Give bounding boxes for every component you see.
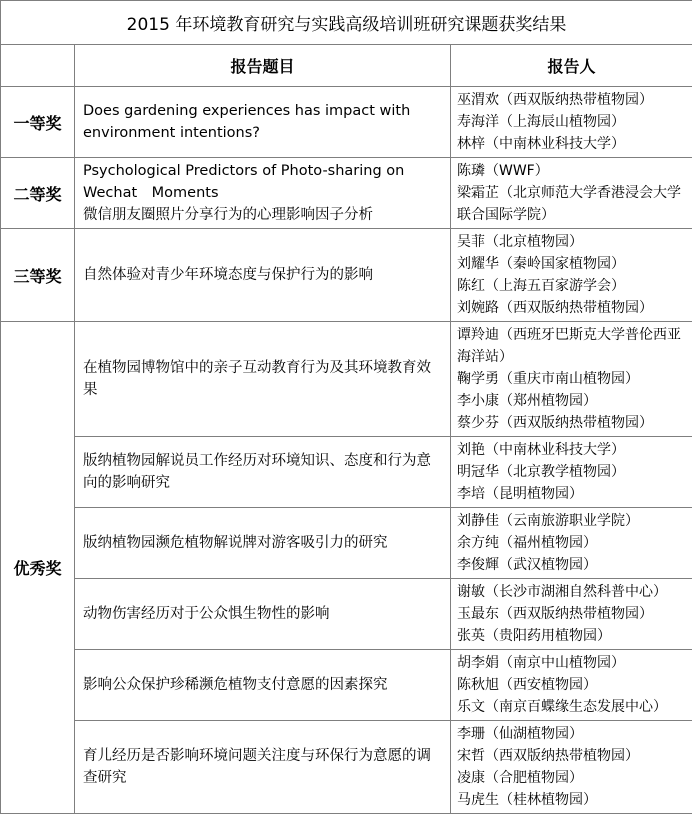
table-title: 2015 年环境教育研究与实践高级培训班研究课题获奖结果 (1, 1, 692, 45)
reporter-cell (451, 322, 692, 437)
table-row (1, 158, 692, 229)
reporter-name: 李俊輝（武汉植物园） (457, 554, 686, 576)
reporter-name: 蔡少芬（西双版纳热带植物园） (457, 412, 686, 434)
table-row (1, 87, 692, 158)
reporter-cell (451, 650, 692, 721)
header-reporter: 报告人 (451, 45, 692, 87)
topic-cell (75, 508, 451, 579)
topic-text: 版纳植物园濒危植物解说牌对游客吸引力的研究 (83, 532, 442, 554)
reporter-cell (451, 87, 692, 158)
award-label: 优秀奖 (1, 322, 75, 814)
table-row (1, 437, 692, 508)
reporter-name: 陈璘（WWF） (457, 160, 686, 182)
topic-cell (75, 579, 451, 650)
reporter-name: 宋哲（西双版纳热带植物园） (457, 745, 686, 767)
reporter-cell (451, 229, 692, 322)
reporter-cell (451, 437, 692, 508)
reporter-name: 玉最东（西双版纳热带植物园） (457, 603, 686, 625)
topic-cell (75, 650, 451, 721)
reporter-name: 陈红（上海五百家游学会） (457, 275, 686, 297)
table-row (1, 322, 692, 437)
reporter-name: 梁霜芷（北京师范大学香港浸会大学联合国际学院） (457, 182, 686, 226)
reporter-name: 李珊（仙湖植物园） (457, 723, 686, 745)
reporter-name: 刘婉路（西双版纳热带植物园） (457, 297, 686, 319)
reporter-name: 乐文（南京百蝶缘生态发展中心） (457, 696, 686, 718)
topic-text: 育儿经历是否影响环境问题关注度与环保行为意愿的调查研究 (83, 745, 442, 789)
topic-cell (75, 322, 451, 437)
reporter-name: 吴菲（北京植物园） (457, 231, 686, 253)
reporter-name: 陈秋旭（西安植物园） (457, 674, 686, 696)
topic-cell (75, 229, 451, 322)
topic-cell (75, 437, 451, 508)
award-label: 一等奖 (1, 87, 75, 158)
reporter-name: 凌康（合肥植物园） (457, 767, 686, 789)
topic-cell (75, 87, 451, 158)
reporter-name: 刘耀华（秦岭国家植物园） (457, 253, 686, 275)
topic-cell (75, 721, 451, 814)
reporter-name: 巫渭欢（西双版纳热带植物园） (457, 89, 686, 111)
reporter-name: 胡李娟（南京中山植物园） (457, 652, 686, 674)
reporter-name: 鞠学勇（重庆市南山植物园） (457, 368, 686, 390)
reporter-name: 寿海洋（上海辰山植物园） (457, 111, 686, 133)
reporter-name: 明冠华（北京教学植物园） (457, 461, 686, 483)
topic-text: 动物伤害经历对于公众惧生物性的影响 (83, 603, 442, 625)
reporter-cell (451, 721, 692, 814)
table-row (1, 721, 692, 814)
reporter-name: 刘艳（中南林业科技大学） (457, 439, 686, 461)
reporter-cell (451, 579, 692, 650)
reporter-name: 张英（贵阳药用植物园） (457, 625, 686, 647)
topic-cell (75, 158, 451, 229)
reporter-name: 谭羚迪（西班牙巴斯克大学普伦西亚海洋站） (457, 324, 686, 368)
topic-text: 影响公众保护珍稀濒危植物支付意愿的因素探究 (83, 674, 442, 696)
table-row (1, 508, 692, 579)
reporter-cell (451, 158, 692, 229)
reporter-name: 李培（昆明植物园） (457, 483, 686, 505)
reporter-name: 李小康（郑州植物园） (457, 390, 686, 412)
topic-text-zh: 微信朋友圈照片分享行为的心理影响因子分析 (83, 204, 442, 226)
reporter-name: 林梓（中南林业科技大学） (457, 133, 686, 155)
table-row (1, 229, 692, 322)
topic-text: 在植物园博物馆中的亲子互动教育行为及其环境教育效果 (83, 357, 442, 401)
reporter-name: 余方纯（福州植物园） (457, 532, 686, 554)
header-topic: 报告题目 (75, 45, 451, 87)
reporter-name: 马虎生（桂林植物园） (457, 789, 686, 811)
reporter-name: 刘静佳（云南旅游职业学院） (457, 510, 686, 532)
header-empty (1, 45, 75, 87)
award-label: 二等奖 (1, 158, 75, 229)
table-row (1, 650, 692, 721)
award-label: 三等奖 (1, 229, 75, 322)
topic-text: 版纳植物园解说员工作经历对环境知识、态度和行为意向的影响研究 (83, 450, 442, 494)
topic-text: Does gardening experiences has impact with environment intentions? (83, 100, 442, 144)
table-row (1, 579, 692, 650)
reporter-cell (451, 508, 692, 579)
reporter-name: 谢敏（长沙市湖湘自然科普中心） (457, 581, 686, 603)
topic-text: 自然体验对青少年环境态度与保护行为的影响 (83, 264, 442, 286)
topic-text: Psychological Predictors of Photo-sharing on Wechat Moments (83, 160, 442, 204)
